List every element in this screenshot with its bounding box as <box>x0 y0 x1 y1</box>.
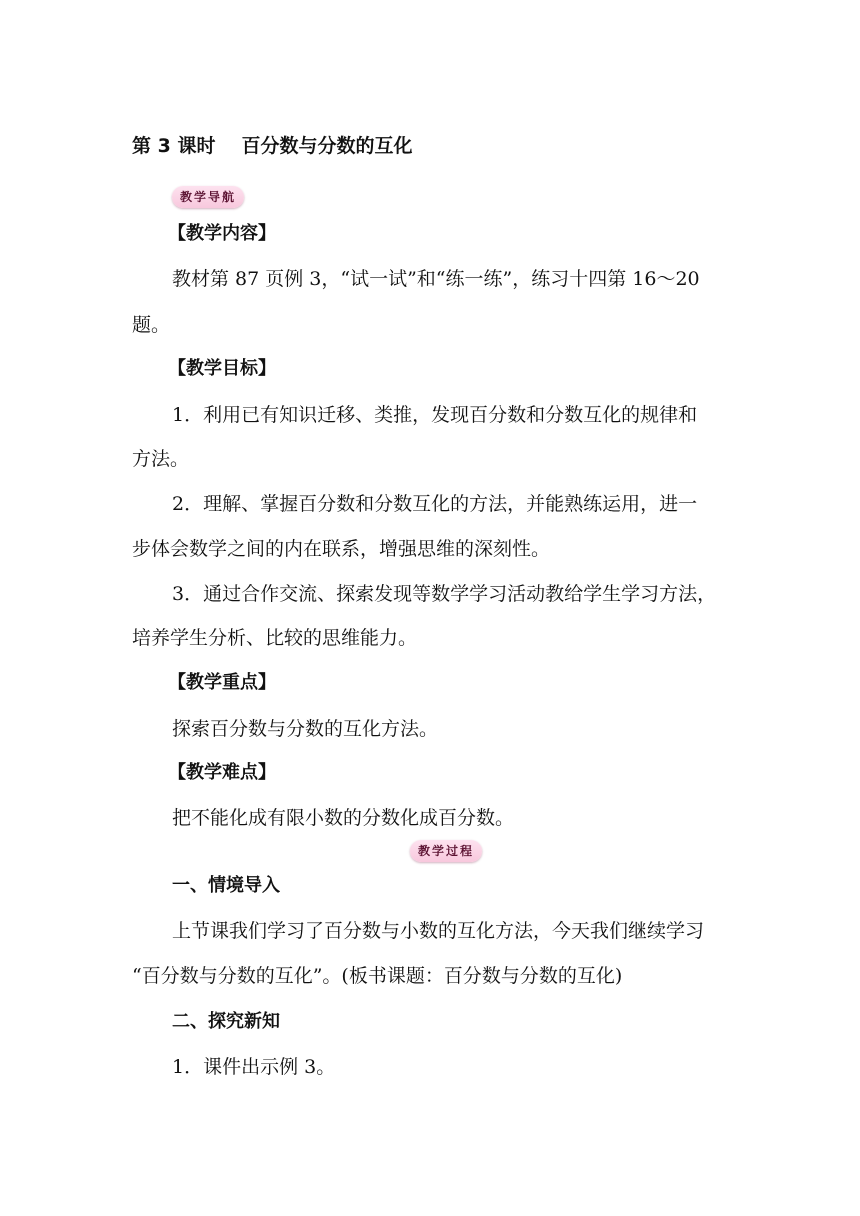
difficulty-heading: 【教学难点】 <box>168 762 276 783</box>
key-point-text: 探索百分数与分数的互化方法。 <box>172 718 439 740</box>
explore-item-1: 1．课件出示例 3。 <box>172 1056 336 1078</box>
goal-3-line-1: 3．通过合作交流、探索发现等数学学习活动教给学生学习方法， <box>172 583 717 605</box>
lesson-topic: 百分数与分数的互化 <box>241 135 413 157</box>
goal-3-line-2: 培养学生分析、比较的思维能力。 <box>132 627 418 649</box>
content-text-line-1: 教材第 87 页例 3，“试一试”和“练一练”，练习十四第 16～20 <box>172 268 700 290</box>
content-text-line-2: 题。 <box>132 314 171 336</box>
intro-heading: 一、情境导入 <box>172 875 280 896</box>
goal-2-line-1: 2．理解、掌握百分数和分数互化的方法，并能熟练运用，进一 <box>172 493 698 515</box>
content-heading: 【教学内容】 <box>168 223 276 244</box>
goal-2-line-2: 步体会数学之间的内在联系，增强思维的深刻性。 <box>132 538 551 560</box>
goal-1-line-2: 方法。 <box>132 448 190 470</box>
key-point-heading: 【教学重点】 <box>168 672 276 693</box>
lesson-title <box>132 134 412 158</box>
goal-1-line-1: 1．利用已有知识迁移、类推，发现百分数和分数互化的规律和 <box>172 404 698 426</box>
goals-heading: 【教学目标】 <box>168 358 276 379</box>
intro-text-line-2: “百分数与分数的互化”。(板书课题：百分数与分数的互化) <box>132 965 623 987</box>
teaching-guide-badge: 教学导航 <box>172 186 244 208</box>
teaching-process-badge: 教学过程 <box>410 840 482 862</box>
intro-text-line-1: 上节课我们学习了百分数与小数的互化方法，今天我们继续学习 <box>172 920 705 942</box>
difficulty-text: 把不能化成有限小数的分数化成百分数。 <box>172 807 515 829</box>
explore-heading: 二、探究新知 <box>172 1011 280 1032</box>
lesson-number: 第 3 课时 <box>132 135 216 157</box>
